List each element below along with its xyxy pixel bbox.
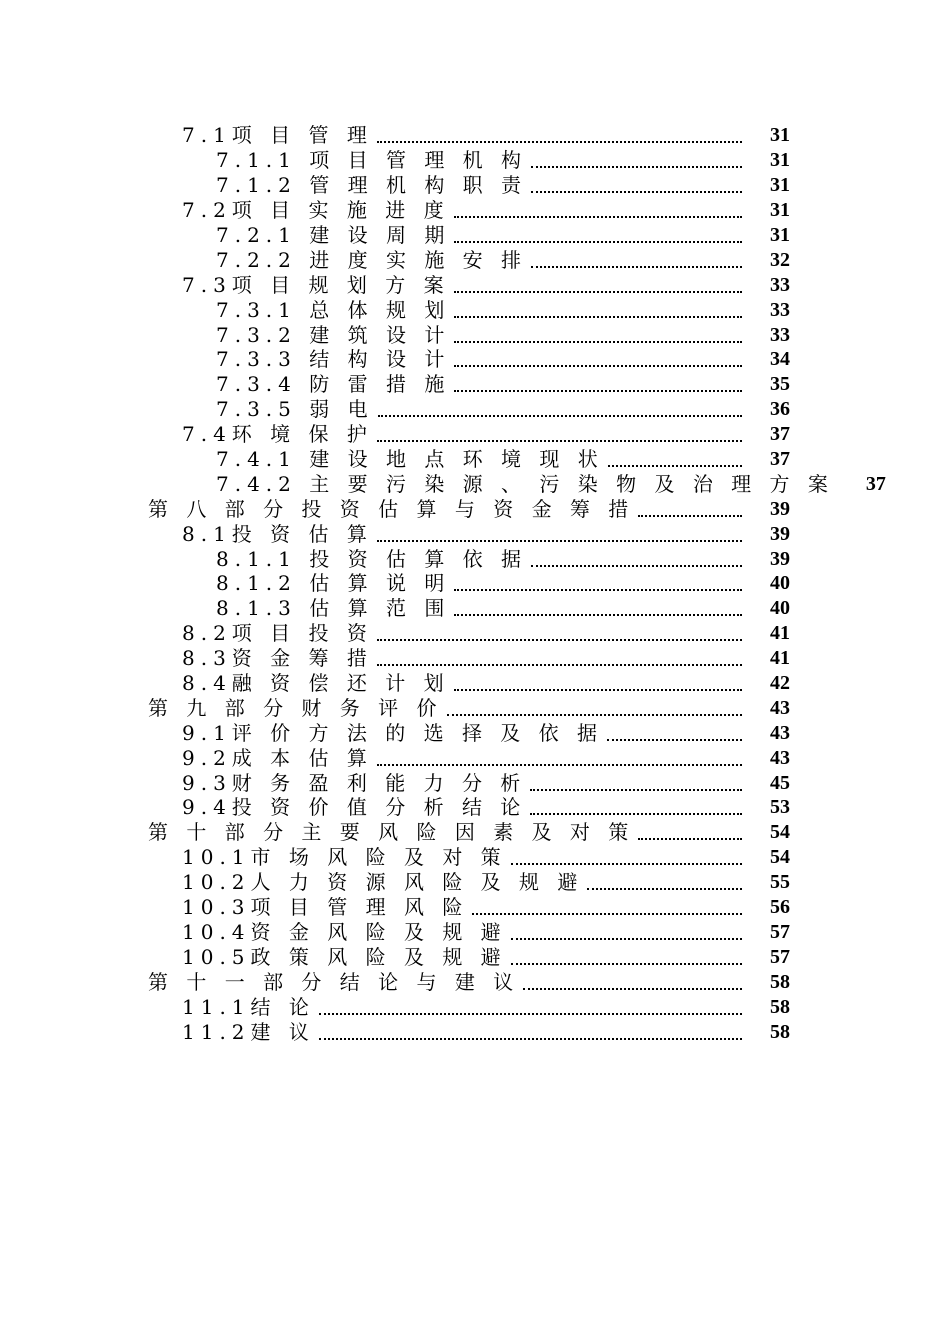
toc-entry-title: 7.3.1 总 体 规 划 — [216, 297, 451, 322]
toc-dot-leader — [454, 589, 742, 591]
toc-entry[interactable] — [0, 720, 950, 745]
toc-entry[interactable] — [0, 546, 950, 571]
toc-entry[interactable] — [0, 471, 950, 496]
toc-entry[interactable] — [0, 671, 950, 696]
toc-page-number: 43 — [770, 696, 790, 719]
toc-entry-title: 9.2成 本 估 算 — [182, 745, 373, 770]
toc-entry-title: 7.1.2 管 理 机 构 职 责 — [216, 173, 528, 198]
toc-dot-leader — [587, 888, 742, 890]
toc-dot-leader — [531, 191, 742, 193]
toc-entry-title: 7.2项 目 实 施 进 度 — [182, 198, 450, 223]
toc-entry-title: 9.1评 价 方 法 的 选 择 及 依 据 — [182, 720, 604, 745]
toc-entry[interactable] — [0, 621, 950, 646]
toc-entry[interactable] — [0, 297, 950, 322]
toc-entry-title: 8.4融 资 偿 还 计 划 — [182, 671, 450, 696]
toc-page-number: 58 — [770, 970, 790, 993]
toc-entry-title: 11.2建 议 — [182, 1019, 315, 1044]
toc-entry[interactable] — [0, 895, 950, 920]
toc-entry[interactable] — [0, 372, 950, 397]
toc-page-number: 57 — [770, 920, 790, 943]
toc-page-number: 43 — [770, 746, 790, 769]
toc-dot-leader — [454, 390, 742, 392]
toc-entry[interactable] — [0, 571, 950, 596]
toc-dot-leader — [530, 789, 742, 791]
toc-entry[interactable] — [0, 173, 950, 198]
toc-dot-leader — [454, 689, 742, 691]
toc-entry-title: 10.4资 金 风 险 及 规 避 — [182, 919, 507, 944]
toc-entry[interactable] — [0, 447, 950, 472]
toc-entry[interactable] — [0, 347, 950, 372]
toc-entry[interactable] — [0, 148, 950, 173]
toc-entry[interactable] — [0, 247, 950, 272]
toc-dot-leader — [638, 515, 742, 517]
toc-entry-title: 10.3项 目 管 理 风 险 — [182, 895, 469, 920]
toc-entry[interactable] — [0, 770, 950, 795]
toc-entry[interactable] — [0, 496, 950, 521]
toc-page-number: 55 — [770, 871, 790, 894]
toc-entry-title: 7.3.5 弱 电 — [216, 397, 374, 422]
toc-entry-title: 10.2人 力 资 源 风 险 及 规 避 — [182, 870, 584, 895]
toc-entry-title: 7.3项 目 规 划 方 案 — [182, 272, 450, 297]
toc-entry-title: 8.3资 金 筹 措 — [182, 646, 373, 671]
toc-page-number: 33 — [770, 273, 790, 296]
toc-entry-title: 10.5政 策 风 险 及 规 避 — [182, 944, 507, 969]
toc-entry-title: 第 十 部 分 主 要 风 险 因 素 及 对 策 — [148, 820, 635, 845]
toc-page-number: 34 — [770, 348, 790, 371]
toc-entry[interactable] — [0, 422, 950, 447]
toc-dot-leader — [377, 639, 742, 641]
table-of-contents — [0, 123, 950, 1044]
toc-entry-title: 7.4.1 建 设 地 点 环 境 现 状 — [216, 447, 604, 472]
toc-entry-title: 7.4.2 主 要 污 染 源 、 污 染 物 及 治 理 方 案 — [216, 471, 834, 496]
toc-dot-leader — [523, 988, 742, 990]
toc-entry[interactable] — [0, 870, 950, 895]
toc-entry-title: 7.3.3 结 构 设 计 — [216, 347, 451, 372]
toc-dot-leader — [377, 141, 742, 143]
toc-dot-leader — [447, 714, 742, 716]
toc-entry[interactable] — [0, 596, 950, 621]
toc-page-number: 57 — [770, 945, 790, 968]
toc-dot-leader — [511, 938, 742, 940]
toc-page-number: 58 — [770, 995, 790, 1018]
toc-dot-leader — [531, 565, 742, 567]
toc-entry-title: 7.1项 目 管 理 — [182, 123, 373, 148]
toc-dot-leader — [638, 838, 742, 840]
toc-page-number: 39 — [770, 522, 790, 545]
toc-entry[interactable] — [0, 272, 950, 297]
toc-page-number: 58 — [770, 1020, 790, 1043]
toc-page-number: 37 — [770, 448, 790, 471]
toc-dot-leader — [319, 1038, 742, 1040]
toc-entry[interactable] — [0, 969, 950, 994]
toc-entry[interactable] — [0, 994, 950, 1019]
toc-page-number: 35 — [770, 373, 790, 396]
toc-entry-title: 8.1.1 投 资 估 算 依 据 — [216, 546, 528, 571]
toc-entry-title: 8.2项 目 投 资 — [182, 621, 373, 646]
toc-entry-title: 7.4环 境 保 护 — [182, 422, 373, 447]
toc-dot-leader — [454, 216, 742, 218]
toc-page-number: 42 — [770, 672, 790, 695]
toc-page-number: 37 — [865, 472, 886, 495]
toc-dot-leader — [378, 415, 742, 417]
toc-page-number: 39 — [770, 497, 790, 520]
toc-dot-leader — [454, 365, 742, 367]
toc-page-number: 43 — [770, 721, 790, 744]
toc-entry[interactable] — [0, 745, 950, 770]
toc-page-number: 45 — [770, 771, 790, 794]
toc-dot-leader — [530, 813, 742, 815]
toc-page-number: 36 — [770, 398, 790, 421]
toc-page-number: 37 — [770, 423, 790, 446]
toc-entry-title: 8.1.3 估 算 范 围 — [216, 596, 451, 621]
toc-page-number: 56 — [770, 896, 790, 919]
toc-entry-title: 7.3.2 建 筑 设 计 — [216, 322, 451, 347]
toc-entry-title: 8.1投 资 估 算 — [182, 521, 373, 546]
toc-page-number: 31 — [770, 174, 790, 197]
toc-dot-leader — [454, 291, 742, 293]
toc-page-number: 33 — [770, 298, 790, 321]
toc-entry-title: 10.1市 场 风 险 及 对 策 — [182, 845, 507, 870]
toc-dot-leader — [607, 739, 742, 741]
toc-page-number: 31 — [770, 224, 790, 246]
toc-page-number: 53 — [770, 796, 790, 819]
toc-page-number: 31 — [770, 149, 790, 172]
toc-dot-leader — [454, 341, 742, 343]
toc-dot-leader — [454, 241, 742, 243]
toc-entry[interactable] — [0, 397, 950, 422]
toc-entry[interactable] — [0, 521, 950, 546]
toc-entry[interactable] — [0, 920, 950, 945]
toc-dot-leader — [377, 440, 742, 442]
toc-dot-leader — [531, 266, 742, 268]
toc-page-number: 54 — [770, 821, 790, 844]
toc-page-number: 31 — [770, 199, 790, 222]
toc-entry[interactable] — [0, 820, 950, 845]
toc-page-number: 33 — [770, 323, 790, 346]
toc-dot-leader — [377, 764, 742, 766]
toc-dot-leader — [319, 1013, 742, 1015]
toc-entry-title: 第 十 一 部 分 结 论 与 建 议 — [148, 969, 520, 994]
toc-page-number: 41 — [770, 622, 790, 645]
toc-entry[interactable] — [0, 795, 950, 820]
toc-dot-leader — [531, 166, 742, 168]
toc-dot-leader — [454, 316, 742, 318]
toc-dot-leader — [608, 465, 742, 467]
toc-dot-leader — [511, 963, 742, 965]
toc-page-number: 41 — [770, 647, 790, 670]
toc-entry-title: 9.4投 资 价 值 分 析 结 论 — [182, 795, 527, 820]
toc-entry[interactable] — [0, 845, 950, 870]
toc-entry-title: 7.3.4 防 雷 措 施 — [216, 372, 451, 397]
toc-entry-title: 7.2.1 建 设 周 期 — [216, 223, 451, 247]
toc-page-number: 39 — [770, 547, 790, 570]
toc-dot-leader — [472, 913, 742, 915]
toc-page-number: 40 — [770, 597, 790, 620]
toc-dot-leader — [377, 540, 742, 542]
toc-entry-title: 第 九 部 分 财 务 评 价 — [148, 695, 443, 720]
toc-entry[interactable] — [0, 695, 950, 720]
toc-page-number: 40 — [770, 572, 790, 595]
toc-page-number: 54 — [770, 846, 790, 869]
toc-entry-title: 7.1.1 项 目 管 理 机 构 — [216, 148, 528, 173]
toc-entry[interactable] — [0, 944, 950, 969]
toc-dot-leader — [377, 664, 742, 666]
toc-page-number: 31 — [770, 124, 790, 147]
toc-dot-leader — [454, 614, 742, 616]
toc-entry[interactable] — [0, 646, 950, 671]
toc-entry-title: 11.1结 论 — [182, 994, 315, 1019]
toc-entry[interactable] — [0, 1019, 950, 1044]
toc-entry[interactable] — [0, 123, 950, 148]
toc-entry-title: 第 八 部 分 投 资 估 算 与 资 金 筹 措 — [148, 496, 635, 521]
toc-page-number: 32 — [770, 248, 790, 271]
toc-entry-title: 7.2.2 进 度 实 施 安 排 — [216, 247, 528, 272]
toc-entry-title: 8.1.2 估 算 说 明 — [216, 571, 451, 596]
toc-entry-title: 9.3财 务 盈 利 能 力 分 析 — [182, 770, 527, 795]
toc-entry[interactable] — [0, 322, 950, 347]
toc-dot-leader — [511, 863, 742, 865]
toc-entry[interactable] — [0, 223, 950, 248]
toc-entry[interactable] — [0, 198, 950, 223]
